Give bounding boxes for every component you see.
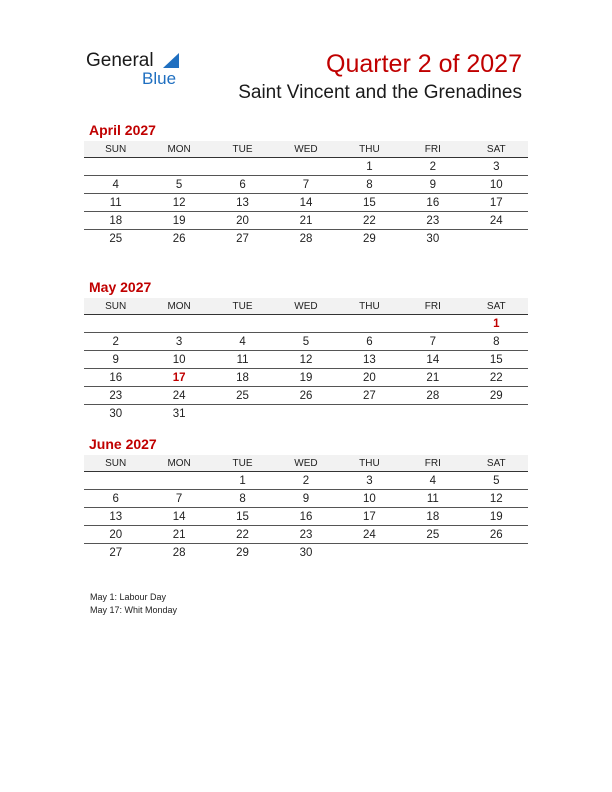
- day-cell: 11: [401, 490, 464, 508]
- day-cell: 29: [465, 387, 528, 405]
- day-cell: 8: [338, 176, 401, 194]
- day-cell: 24: [147, 387, 210, 405]
- weekday-header: FRI: [401, 455, 464, 472]
- day-cell: 18: [211, 369, 274, 387]
- day-cell: 31: [172, 407, 186, 420]
- week-row: [84, 333, 528, 351]
- empty-day-cell: [84, 472, 147, 490]
- day-cell: 25: [401, 526, 464, 544]
- weekday-header: FRI: [401, 298, 464, 315]
- page-subtitle: Saint Vincent and the Grenadines: [238, 82, 522, 103]
- day-cell: 2: [401, 158, 464, 176]
- weekday-header: MON: [147, 455, 210, 472]
- week-row: [84, 194, 528, 212]
- day-cell: 1: [465, 315, 528, 333]
- day-cell: 30: [299, 546, 313, 559]
- day-cell: 25: [211, 387, 274, 405]
- day-cell: 29: [236, 546, 249, 559]
- empty-day-cell: [401, 544, 464, 562]
- empty-day-cell: [211, 158, 274, 176]
- empty-day-cell: [274, 158, 337, 176]
- day-cell: 12: [147, 194, 210, 212]
- weekday-header: SAT: [465, 298, 528, 315]
- weekday-header: SAT: [465, 455, 528, 472]
- day-cell: 30: [109, 407, 123, 420]
- week-row: [84, 472, 528, 490]
- week-row: [84, 351, 528, 369]
- week-row: [84, 158, 528, 176]
- day-cell: 17: [147, 369, 210, 387]
- calendar-table: [84, 455, 528, 561]
- week-row: [84, 508, 528, 526]
- week-row: [84, 490, 528, 508]
- day-cell: 7: [274, 176, 337, 194]
- day-cell: 13: [211, 194, 274, 212]
- empty-day-cell: [211, 405, 274, 423]
- day-cell: 27: [236, 232, 249, 245]
- day-cell: 13: [84, 508, 147, 526]
- day-cell: 23: [401, 212, 464, 230]
- day-cell: 10: [147, 351, 210, 369]
- day-cell: 7: [401, 333, 464, 351]
- weekday-header: WED: [274, 298, 337, 315]
- day-cell: 3: [147, 333, 210, 351]
- day-cell: 29: [363, 232, 376, 245]
- day-cell: 28: [401, 387, 464, 405]
- empty-day-cell: [147, 158, 210, 176]
- empty-day-cell: [465, 230, 528, 248]
- day-cell: 2: [84, 333, 147, 351]
- day-cell: 9: [401, 176, 464, 194]
- week-row: [84, 230, 528, 248]
- day-cell: 14: [147, 508, 210, 526]
- day-cell: 5: [147, 176, 210, 194]
- day-cell: 11: [211, 351, 274, 369]
- day-cell: 18: [84, 212, 147, 230]
- day-cell: 8: [211, 490, 274, 508]
- weekday-header: SUN: [84, 455, 147, 472]
- day-cell: 20: [84, 526, 147, 544]
- day-cell: 6: [211, 176, 274, 194]
- empty-day-cell: [147, 472, 210, 490]
- logo-triangle-icon: [163, 53, 179, 68]
- day-cell: 17: [338, 508, 401, 526]
- day-cell: 28: [172, 546, 186, 559]
- holiday-notes: [90, 591, 177, 617]
- day-cell: 1: [211, 472, 274, 490]
- week-row: [84, 315, 528, 333]
- day-cell: 25: [109, 232, 123, 245]
- day-cell: 14: [274, 194, 337, 212]
- day-cell: 5: [274, 333, 337, 351]
- weekday-header: MON: [147, 141, 210, 158]
- empty-day-cell: [84, 158, 147, 176]
- empty-day-cell: [211, 315, 274, 333]
- weekday-header: FRI: [401, 141, 464, 158]
- day-cell: 3: [338, 472, 401, 490]
- day-cell: 23: [84, 387, 147, 405]
- day-cell: 7: [147, 490, 210, 508]
- calendar-table: [84, 141, 528, 247]
- day-cell: 28: [299, 232, 313, 245]
- month-title: June 2027: [89, 436, 157, 452]
- day-cell: 15: [338, 194, 401, 212]
- day-cell: 19: [274, 369, 337, 387]
- empty-day-cell: [274, 405, 337, 423]
- day-cell: 24: [338, 526, 401, 544]
- week-row: [84, 369, 528, 387]
- day-cell: 4: [211, 333, 274, 351]
- day-cell: 15: [465, 351, 528, 369]
- empty-day-cell: [401, 405, 464, 423]
- day-cell: 27: [109, 546, 123, 559]
- weekday-header: THU: [338, 298, 401, 315]
- day-cell: 3: [465, 158, 528, 176]
- empty-day-cell: [465, 544, 528, 562]
- weekday-header: TUE: [211, 298, 274, 315]
- day-cell: 2: [274, 472, 337, 490]
- month-may: [84, 279, 528, 422]
- month-june: [84, 436, 528, 561]
- day-cell: 4: [84, 176, 147, 194]
- generalblue-logo: [86, 50, 196, 90]
- day-cell: 16: [401, 194, 464, 212]
- day-cell: 22: [211, 526, 274, 544]
- day-cell: 26: [465, 526, 528, 544]
- weekday-header: THU: [338, 141, 401, 158]
- empty-day-cell: [338, 405, 401, 423]
- day-cell: 10: [338, 490, 401, 508]
- day-cell: 20: [211, 212, 274, 230]
- day-cell: 16: [274, 508, 337, 526]
- day-cell: 5: [465, 472, 528, 490]
- day-cell: 12: [465, 490, 528, 508]
- empty-day-cell: [465, 405, 528, 423]
- logo-general-text: General: [86, 50, 154, 71]
- day-cell: 10: [465, 176, 528, 194]
- calendar-table: [84, 298, 528, 422]
- day-cell: 16: [84, 369, 147, 387]
- day-cell: 27: [338, 387, 401, 405]
- day-cell: 26: [274, 387, 337, 405]
- week-row: [84, 212, 528, 230]
- day-cell: 8: [465, 333, 528, 351]
- day-cell: 22: [465, 369, 528, 387]
- holiday-note: May 1: Labour Day: [90, 592, 167, 602]
- day-cell: 18: [401, 508, 464, 526]
- empty-day-cell: [84, 315, 147, 333]
- day-cell: 19: [147, 212, 210, 230]
- week-row: [84, 544, 528, 562]
- empty-day-cell: [401, 315, 464, 333]
- day-cell: 17: [465, 194, 528, 212]
- week-row: [84, 526, 528, 544]
- weekday-header: SUN: [84, 141, 147, 158]
- day-cell: 20: [338, 369, 401, 387]
- page-title: Quarter 2 of 2027: [326, 50, 522, 78]
- day-cell: 4: [401, 472, 464, 490]
- day-cell: 22: [338, 212, 401, 230]
- day-cell: 23: [274, 526, 337, 544]
- day-cell: 12: [274, 351, 337, 369]
- day-cell: 9: [274, 490, 337, 508]
- week-row: [84, 405, 528, 423]
- empty-day-cell: [147, 315, 210, 333]
- week-row: [84, 387, 528, 405]
- weekday-header: MON: [147, 298, 210, 315]
- month-april: [84, 122, 528, 247]
- day-cell: 14: [401, 351, 464, 369]
- day-cell: 30: [426, 232, 440, 245]
- week-row: [84, 176, 528, 194]
- weekday-header: THU: [338, 455, 401, 472]
- day-cell: 21: [147, 526, 210, 544]
- month-title: May 2027: [89, 279, 152, 295]
- day-cell: 21: [401, 369, 464, 387]
- day-cell: 13: [338, 351, 401, 369]
- weekday-header: WED: [274, 455, 337, 472]
- holiday-note: May 17: Whit Monday: [90, 605, 178, 615]
- day-cell: 1: [338, 158, 401, 176]
- month-title: April 2027: [89, 122, 156, 138]
- weekday-header: SAT: [465, 141, 528, 158]
- empty-day-cell: [274, 315, 337, 333]
- day-cell: 6: [338, 333, 401, 351]
- day-cell: 15: [211, 508, 274, 526]
- day-cell: 9: [84, 351, 147, 369]
- day-cell: 21: [274, 212, 337, 230]
- weekday-header: WED: [274, 141, 337, 158]
- day-cell: 6: [84, 490, 147, 508]
- weekday-header: SUN: [84, 298, 147, 315]
- day-cell: 11: [84, 194, 147, 212]
- day-cell: 19: [465, 508, 528, 526]
- weekday-header: TUE: [211, 455, 274, 472]
- weekday-header: TUE: [211, 141, 274, 158]
- day-cell: 24: [465, 212, 528, 230]
- day-cell: 26: [172, 232, 186, 245]
- logo-blue-text: Blue: [142, 69, 177, 88]
- empty-day-cell: [338, 544, 401, 562]
- empty-day-cell: [338, 315, 401, 333]
